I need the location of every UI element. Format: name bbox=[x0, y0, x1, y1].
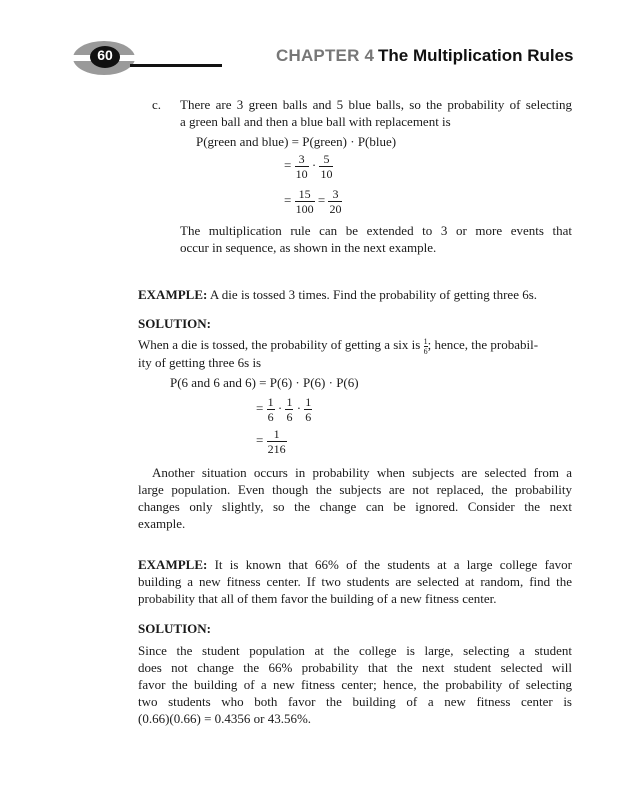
fraction: $\frac{15}{100}$ bbox=[295, 187, 314, 216]
example-label: EXAMPLE: bbox=[138, 287, 208, 302]
equation-step-1: = $\frac{3}{10}$ · $\frac{5}{10}$ bbox=[284, 152, 333, 181]
solution-2-line-2: does not change the 66% probability that the next student selected will bbox=[138, 660, 572, 675]
solution-2-line-5: (0.66)(0.66) = 0.4356 or 43.56%. bbox=[138, 711, 312, 726]
example-label: EXAMPLE: bbox=[138, 557, 208, 572]
part-c-after-1: The multiplication rule can be extended to 3 or more events that bbox=[180, 223, 572, 238]
fraction: $\frac{1}{6}$ bbox=[305, 395, 312, 424]
list-marker: c. bbox=[152, 97, 162, 112]
solution-2-line-4: two students who both favor the building of a new fitness center is bbox=[138, 694, 572, 709]
solution-1-line-2: ity of getting three 6s is bbox=[138, 355, 262, 370]
fraction: $\frac{1}{6}$ bbox=[267, 395, 274, 424]
example-2-line-1: EXAMPLE: It is known that 66% of the students at a large college favor bbox=[138, 557, 572, 572]
paragraph-line-2: large population. Even though the subjects are not replaced, the probability bbox=[138, 482, 572, 497]
paragraph-line-3: changes only slightly, so the change can be ignored. Consider the next bbox=[138, 499, 572, 514]
header-rule bbox=[130, 64, 222, 67]
solution-label: SOLUTION: bbox=[138, 316, 211, 331]
fraction: $\frac{1}{216}$ bbox=[267, 427, 286, 456]
paragraph-line-4: example. bbox=[138, 516, 186, 531]
example-text: A die is tossed 3 times. Find the probability of getting three 6s. bbox=[209, 287, 538, 302]
equation-three-sixes: P(6 and 6 and 6) = P(6) · P(6) · P(6) bbox=[170, 375, 359, 390]
equation-green-blue: P(green and blue) = P(green) · P(blue) bbox=[196, 134, 397, 149]
chapter-label: CHAPTER 4 bbox=[276, 46, 375, 65]
part-c-after-2: occur in sequence, as shown in the next example. bbox=[180, 240, 437, 255]
part-c-line-2: a green ball and then a blue ball with replacement is bbox=[180, 114, 451, 129]
solution-label: SOLUTION: bbox=[138, 621, 211, 636]
fraction: $\frac{3}{10}$ bbox=[295, 152, 308, 181]
equation-step-2: = $\frac{15}{100}$ = $\frac{3}{20}$ bbox=[284, 187, 342, 216]
fraction: $\frac{1}{6}$ bbox=[286, 395, 293, 424]
solution-1-line-1: When a die is tossed, the probability of getting a six is $\frac{1}{6}$ ; hence, the probabil- bbox=[138, 336, 539, 356]
part-c-line-1: There are 3 green balls and 5 blue balls, so the probability of selecting bbox=[180, 97, 572, 112]
solution-2-line-1: Since the student population at the college is large, selecting a student bbox=[138, 643, 572, 658]
page-number: 60 bbox=[97, 47, 113, 63]
example-2-line-2: building a new fitness center. If two students are selected at random, find the bbox=[138, 574, 572, 589]
solution-2-line-3: favor the building of a new fitness center; hence, the probability of selecting bbox=[138, 677, 572, 692]
equation-result: = $\frac{1}{216}$ bbox=[256, 427, 286, 456]
chapter-title: The Multiplication Rules bbox=[378, 46, 574, 65]
inline-fraction: $\frac{1}{6}$ bbox=[423, 336, 428, 356]
fraction: $\frac{3}{20}$ bbox=[329, 187, 342, 216]
paragraph-line-1: Another situation occurs in probability when subjects are selected from a bbox=[152, 465, 572, 480]
equation-step-1: = $\frac{1}{6}$ · $\frac{1}{6}$ · $\frac{1}{6}$ bbox=[256, 395, 312, 424]
example-1 bbox=[138, 286, 578, 303]
fraction: $\frac{5}{10}$ bbox=[320, 152, 333, 181]
example-2-line-3: probability that all of them favor the building of a new fitness center. bbox=[138, 591, 497, 606]
